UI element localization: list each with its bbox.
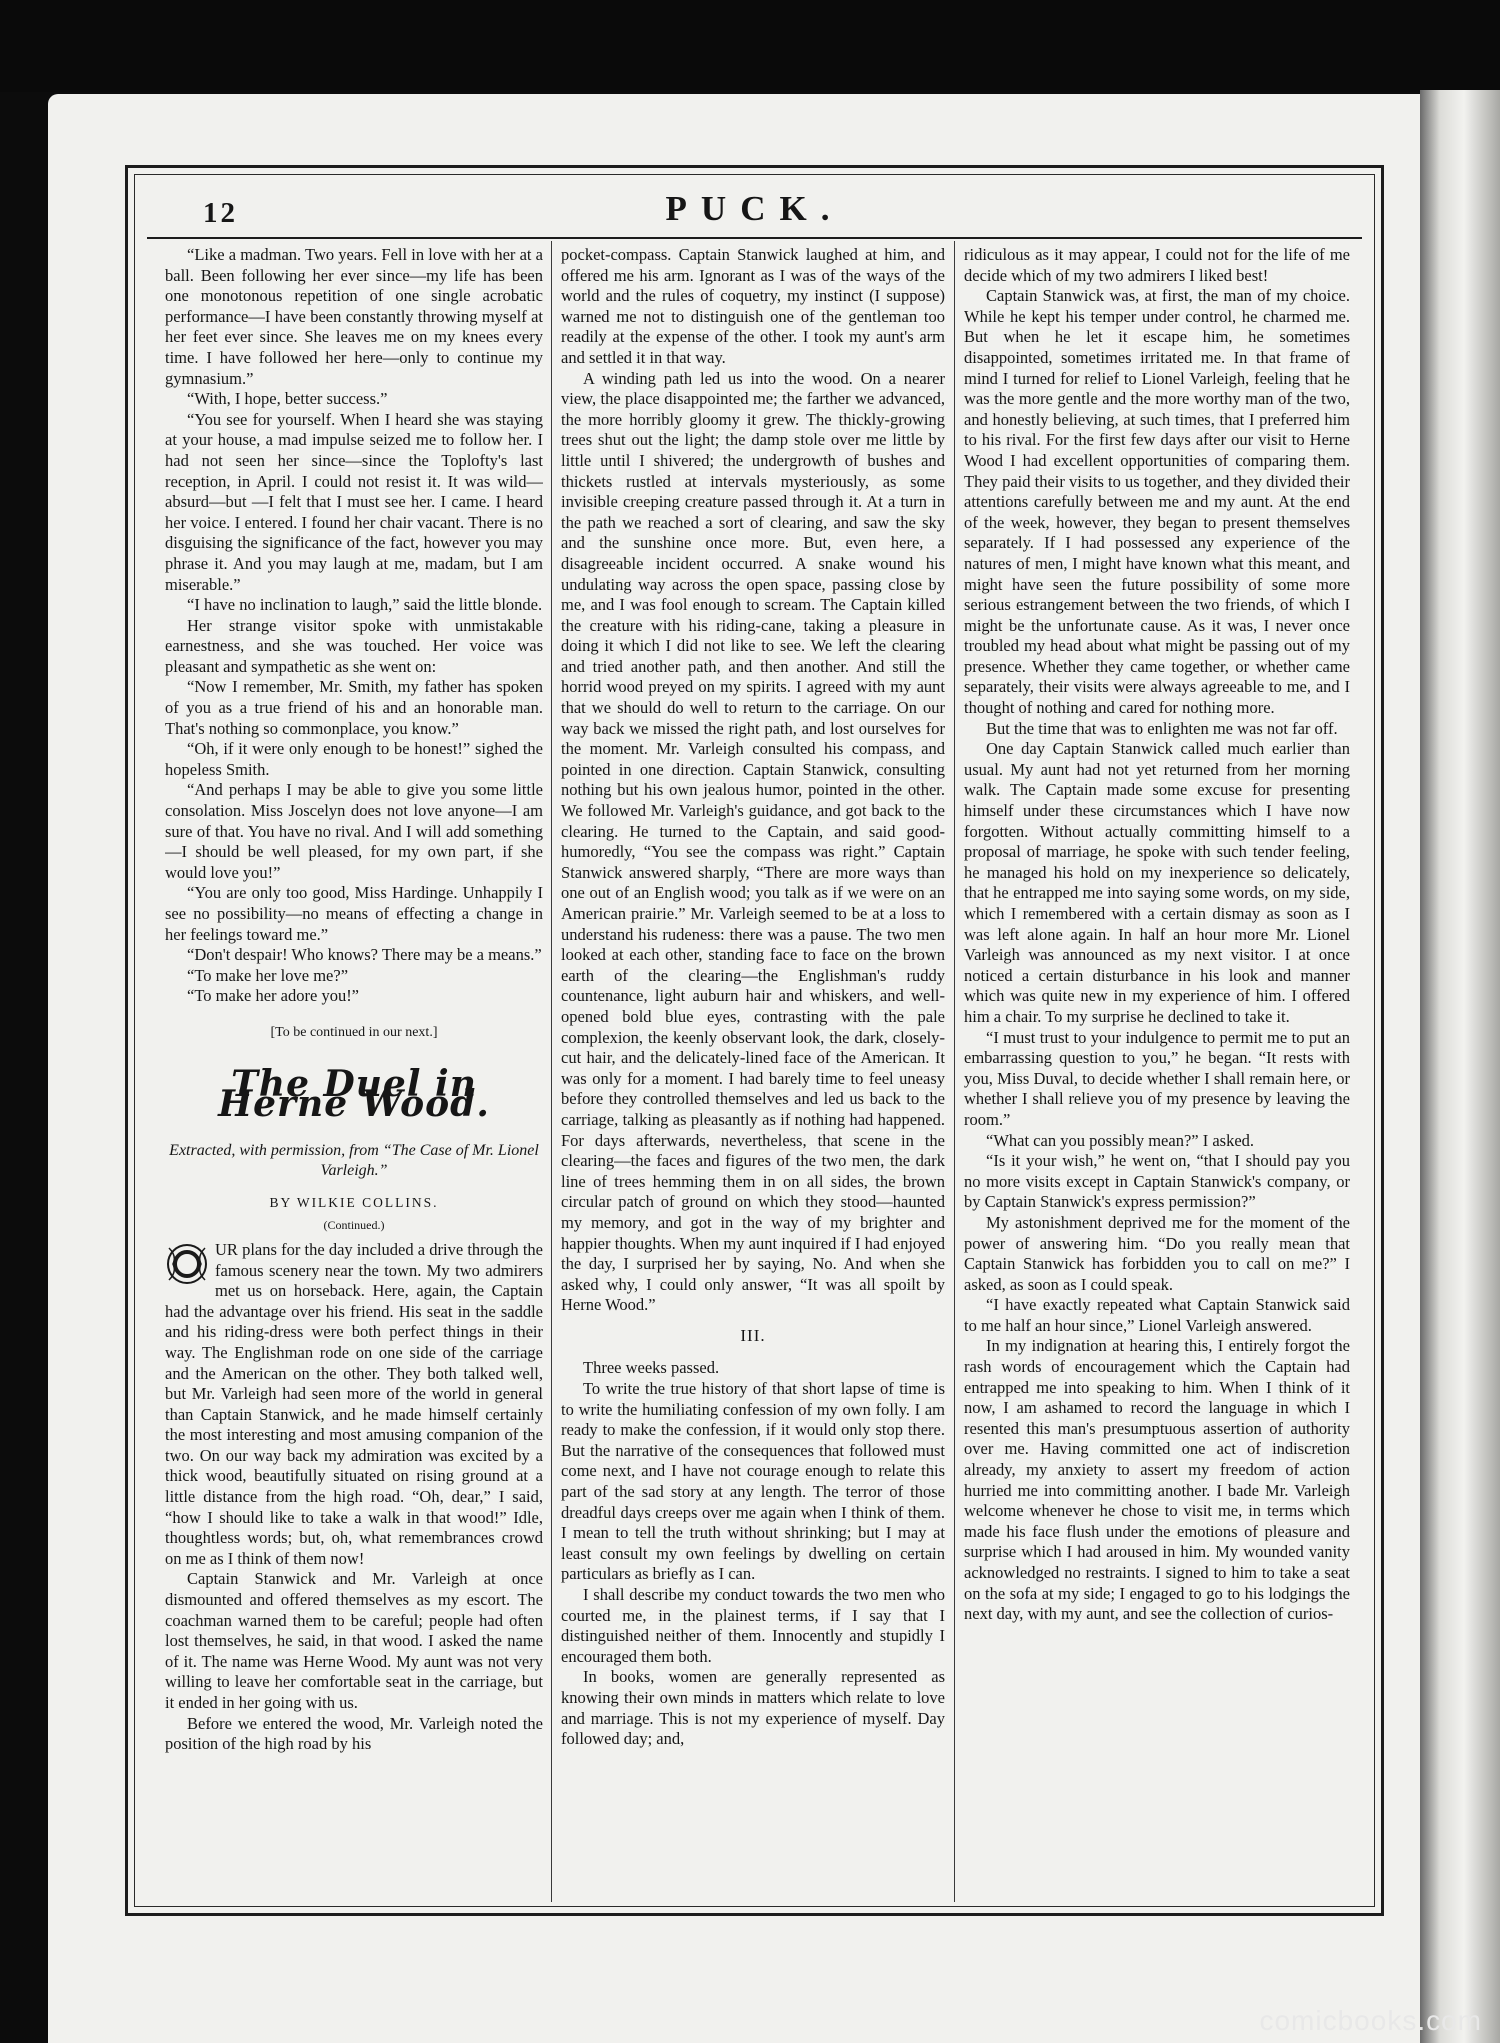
paragraph: One day Captain Stanwick called much earlier than usual. My aunt had not yet returned from her morning walk. The Captain made some excuse for presenting himself under these circumstances which I have now forgotten. Without actually committing himself to a proposal of marriage, he spoke with such tender feeling, he managed his hold on my inexperience so delicately, that he entrapped me into saying some words, on my side, which I remembered with a certain dismay as soon as I was left alone again. In half an hour more Mr. Lionel Varleigh was announced as my next visitor. I at once noticed a certain disturbance in his look and manner which was quite new in my experience of him. I offered him a chair. To my surprise he declined to take it. xyxy=(964,739,1350,1026)
paragraph: “To make her love me?” xyxy=(187,965,349,985)
column-2 xyxy=(561,245,945,1890)
paragraph: “Is it your wish,” he went on, “that I should pay you no more visits except in Captain Stanwick's company, or by Captain Stanwick's express permission?” xyxy=(964,1151,1350,1212)
paragraph: To write the true history of that short lapse of time is to write the humiliating confession of my own folly. I am ready to make the confession, if it would only stop there. But the narrative of the consequences that followed must come next, and I have not courage enough to relate this part of the sad story at any length. The terror of those dreadful days creeps over me again when I think of them. I mean to tell the truth without shrinking; but I may at least consult my own feelings by dwelling on certain particulars as briefly as I can. xyxy=(561,1379,945,1584)
paragraph: “Don't despair! Who knows? There may be a means.” xyxy=(187,945,542,965)
drop-cap-ornament-icon xyxy=(165,1242,209,1286)
paragraph: My astonishment deprived me for the moment of the power of answering him. “Do you really mean that Captain Stanwick has forbidden you to call on me?” I asked, as soon as I could speak. xyxy=(964,1212,1350,1294)
column-1 xyxy=(165,245,543,1890)
paragraph: “I have no inclination to laugh,” said the little blonde. xyxy=(187,595,543,615)
header-rule xyxy=(147,237,1362,239)
paragraph: “What can you possibly mean?” I asked. xyxy=(986,1130,1255,1150)
paragraph: Captain Stanwick and Mr. Varleigh at once dismounted and offered themselves as my escort. The coachman warned them to be careful; people had often lost themselves, he said, in that wood. I asked the name of it. The name was Herne Wood. My aunt was not very willing to leave her comfortable seat in the carriage, but it ended in her going with us. xyxy=(165,1569,543,1712)
section-heading: III. xyxy=(740,1325,766,1345)
paragraph: “I have exactly repeated what Captain Stanwick said to me half an hour since,” Lionel Varleigh answered. xyxy=(964,1295,1350,1335)
paragraph: “You see for yourself. When I heard she was staying at your house, a mad impulse seized me to follow her. I had not seen her since—since the Toplofty's last reception, in April. I could not resist it. It was wild—absurd—but —I felt that I must see her. I came. I heard her voice. I entered. I found her chair vacant. There is no disguising the significance of the fact, however you may phrase it. And you may laugh at me, madam, but I am miserable.” xyxy=(165,409,543,594)
paragraph: Before we entered the wood, Mr. Varleigh noted the position of the high road by his xyxy=(165,1713,543,1754)
story-title: The Duel in Herne Wood. xyxy=(218,1062,490,1126)
adjacent-page-edge xyxy=(1420,90,1500,2043)
paragraph: UR plans for the day included a drive through the famous scenery near the town. My two admirers met us on horseback. Here, again, the Captain had the advantage over his friend. His seat in the saddle and his riding-dress were both perfect things in their way. The Englishman rode on one side of the carriage and the American on the other. They both talked well, but Mr. Varleigh had seen more of the world in general than Captain Stanwick, and he made himself certainly the most interesting and most amusing companion of the two. On our way back my admiration was excited by a thick wood, beautifully situated on rising ground at a little distance from the high road. “Oh, dear,” I said, “how I should like to take a walk in that wood!” Idle, thoughtless words; but, oh, what remembrances crowd on me as I think of them now! xyxy=(165,1239,543,1568)
to-be-continued-note: [To be continued in our next.] xyxy=(270,1024,438,1040)
source-line: Extracted, with permission, from “The Case of Mr. Lionel Varleigh.” xyxy=(169,1141,539,1179)
paragraph: “And perhaps I may be able to give you some little consolation. Miss Joscelyn does not love anyone—I am sure of that. You have no rival. And I will add something—I should be well pleased, for my own part, if she would love you!” xyxy=(165,780,543,882)
site-watermark: comicbooks.com xyxy=(1259,2005,1482,2036)
paragraph: Three weeks passed. xyxy=(583,1358,720,1378)
paragraph: “Oh, if it were only enough to be honest!” sighed the hopeless Smith. xyxy=(165,739,543,779)
paragraph: A winding path led us into the wood. On a nearer view, the place disappointed me; the farther we advanced, the more horribly gloomy it grew. The thickly-growing trees shut out the light; the damp stole over me little by little until I shivered; the undergrowth of bushes and thickets rustled at intervals mysteriously, as some invisible creeping creature passed through it. At a turn in the path we reached a sort of clearing, and saw the sky and the sunshine once more. But, even here, a disagreeable incident occurred. A snake wound his undulating way across the open space, passing close by me, and I was fool enough to scream. The Captain killed the creature with his riding-cane, taking a pleasure in doing it which I did not like to see. We left the clearing and tried another path, and then another. And still the horrid wood preyed on my spirits. I agreed with my aunt that we should do well to return to the carriage. On our way back we missed the right path, and lost ourselves for the moment. Mr. Varleigh consulted his compass, and pointed in one direction. Captain Stanwick, consulting nothing but his own jealous humor, pointed in the other. We followed Mr. Varleigh's guidance, and got back to the clearing. He turned to the Captain, and said good-humoredly, “You see the compass was right.” Captain Stanwick answered sharply, “There are more ways than one out of an English wood; you talk as if we were on an American prairie.” Mr. Varleigh seemed to be at a loss to understand his rudeness: there was a pause. The two men looked at each other, standing face to face on the brown earth of the clearing—the Englishman's ruddy countenance, light auburn hair and whiskers, and well-opened bold blue eyes, contrasting with the pale complexion, the keenly observant look, the dark, closely-cut hair, and the delicately-lined face of the American. It was only for a moment. I had barely time to feel uneasy before they controlled themselves and led us back to the carriage, talking as pleasantly as if nothing had happened. For days afterwards, nevertheless, that scene in the clearing—the faces and figures of the two men, the dark line of trees hemming them in on all sides, the brown circular patch of ground on which they stood—haunted my memory, and got in the way of my brighter and happier thoughts. When my aunt inquired if I had enjoyed the day, I surprised her by saying, No. And when she asked why, I could only answer, “It was all spoilt by Herne Wood.” xyxy=(561,368,945,1315)
byline: BY WILKIE COLLINS. xyxy=(269,1194,439,1210)
paragraph: “With, I hope, better success.” xyxy=(187,389,388,409)
scan-background xyxy=(0,0,1500,92)
paragraph: I shall describe my conduct towards the two men who courted me, in the plainest terms, if I say that I distinguished neither of them. Innocently and stupidly I encouraged them both. xyxy=(561,1585,945,1666)
page-number: 12 xyxy=(203,197,238,229)
paragraph: But the time that was to enlighten me was not far off. xyxy=(986,718,1338,738)
column-3 xyxy=(964,245,1350,1890)
paragraph: Captain Stanwick was, at first, the man of my choice. While he kept his temper under control, he charmed me. But when he let it escape him, he sometimes disappointed, sometimes irritated me. In that frame of mind I turned for relief to Lionel Varleigh, feeling that he was the more gentle and the more worthy man of the two, and honestly believing, at such times, that I preferred him to his rival. For the first few days after our visit to Herne Wood I had excellent opportunities of comparing them. They paid their visits to us together, and they divided their attentions carefully between me and my aunt. At the end of the week, however, they began to present themselves separately. If I had possessed any experience of the natures of men, I might have known what this meant, and might have seen the future possibility of some more serious estrangement between the two friends, of which I might be the unfortunate cause. As it was, I never once troubled my head about what might be passing out of my presence. Whether they came together, or whether came separately, their visits were always agreeable to me, and I thought of nothing and cared for nothing more. xyxy=(964,286,1350,718)
paragraph: In books, women are generally represented as knowing their own minds in matters which relate to love and marriage. This is not my experience of myself. Day followed day; and, xyxy=(561,1667,945,1749)
paragraph: “Now I remember, Mr. Smith, my father has spoken of you as a true friend of his and an honorable man. That's nothing so commonplace, you know.” xyxy=(165,677,543,738)
page-frame-inner xyxy=(134,174,1375,1907)
continued-label: (Continued.) xyxy=(323,1218,385,1233)
paragraph: pocket-compass. Captain Stanwick laughed at him, and offered me his arm. Ignorant as I was of the ways of the world and the rules of coquetry, my instinct (I suppose) warned me not to distinguish one of the gentleman too readily at the expense of the other. I took my aunt's arm and settled it in that way. xyxy=(561,245,945,367)
paragraph: ridiculous as it may appear, I could not for the life of me decide which of my two admirers I liked best! xyxy=(964,245,1350,285)
paragraph: In my indignation at hearing this, I entirely forgot the rash words of encouragement which the Captain had entrapped me into speaking to him. When I think of it now, I am ashamed to record the language in which I resented this man's presumptuous assertion of authority over me. Having committed one act of indiscretion already, my anxiety to assert my freedom of action hurried me into committing another. I bade Mr. Varleigh welcome whenever he chose to visit me, in terms which made his face flush under the emotions of pleasure and surprise which I had aroused in him. My wounded vanity acknowledged no restraints. I signed to him to take a seat on the sofa at my side; I engaged to go to his lodgings the next day, with my aunt, and see the collection of curios- xyxy=(964,1336,1350,1624)
masthead: PUCK. xyxy=(665,189,844,228)
column-rule-1 xyxy=(551,241,552,1902)
paragraph: Her strange visitor spoke with unmistakable earnestness, and she was touched. Her voice was pleasant and sympathetic as she went on: xyxy=(165,615,543,676)
paragraph: “Like a madman. Two years. Fell in love with her at a ball. Been following her ever since—my life has been one monotonous repetition of one single acrobatic performance—I have been constantly throwing myself at her feet ever since. She leaves me on my knees every time. I have followed her here—only to continue my gymnasium.” xyxy=(165,245,543,388)
page-frame xyxy=(125,165,1384,1916)
paragraph: “You are only too good, Miss Hardinge. Unhappily I see no possibility—no means of effecting a change in her feelings toward me.” xyxy=(165,883,543,944)
column-rule-2 xyxy=(954,241,955,1902)
paragraph: “To make her adore you!” xyxy=(187,986,360,1006)
page-header xyxy=(135,189,1374,235)
paragraph: “I must trust to your indulgence to permit me to put an embarrassing question to you,” he began. “It rests with you, Miss Duval, to decide whether I shall remain here, or whether I shall relieve you of my presence by leaving the room.” xyxy=(964,1027,1350,1129)
